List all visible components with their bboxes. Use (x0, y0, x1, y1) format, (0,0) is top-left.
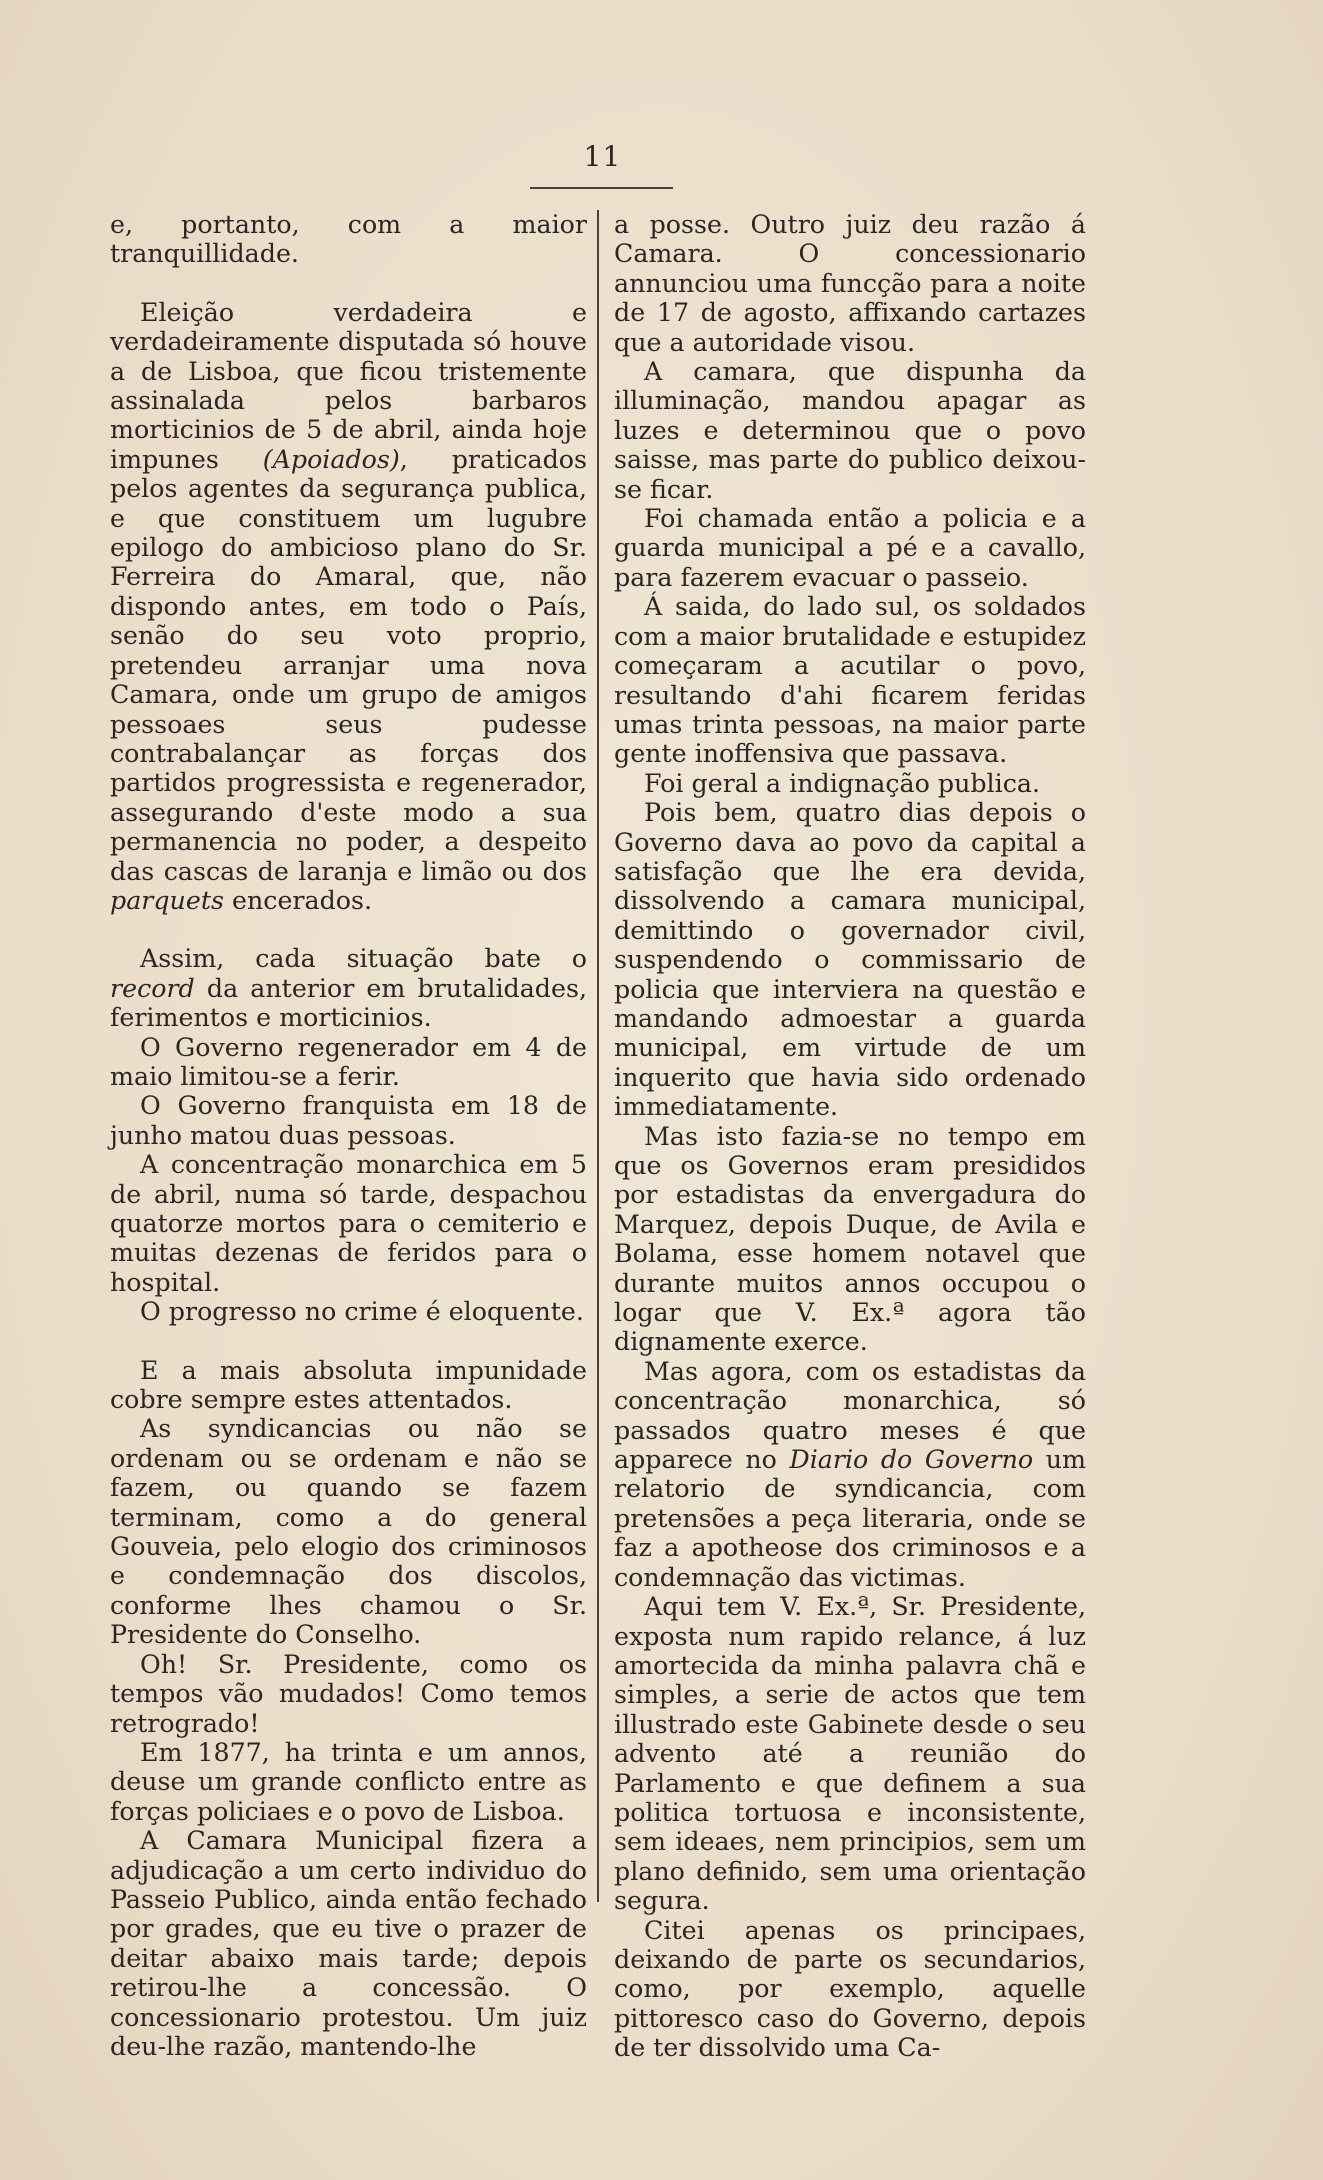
column-separator (597, 210, 599, 1902)
paragraph: A camara, que dispunha da illuminação, mandou apagar as luzes e determinou que o povo saisse, mas parte do publico deixou-se ficar. (614, 357, 1086, 504)
paragraph: Mas isto fazia-se no tempo em que os Governos eram presididos por estadistas da envergadura do Marquez, depois Duque, de Avila e Bolama, esse homem notavel que durante muitos annos occupou o logar que V. Ex.ª agora tão dignamente exerce. (614, 1121, 1086, 1357)
paragraph: Foi chamada então a policia e a guarda municipal a pé e a cavallo, para fazerem evacuar o passeio. (614, 504, 1086, 592)
paragraph: Aqui tem V. Ex.ª, Sr. Presidente, exposta num rapido relance, á luz amortecida da minha palavra chã e simples, a serie de actos que tem illustrado este Gabinete desde o seu advento até a reunião do Parlamento e que definem a sua politica tortuosa e inconsistente, sem ideaes, nem principios, sem um plano definido, sem uma orientação segura. (614, 1592, 1086, 1916)
italic-text: (Apoiados) (262, 444, 400, 474)
paragraph: E a mais absoluta impunidade cobre sempre estes attentados. (110, 1355, 587, 1415)
paragraph: Citei apenas os principaes, deixando de parte os secundarios, como, por exemplo, aquelle pittoresco caso do Governo, depois de ter dissolvido uma Ca- (614, 1915, 1086, 2063)
page-number: 11 (583, 140, 622, 173)
italic-text: Diario do Governo (789, 1445, 1034, 1475)
paragraph: As syndicancias ou não se ordenam ou se ordenam e não se fazem, ou quando se fazem terminam, como a do general Gouveia, pelo elogio dos criminosos e condemnação dos discolos, conforme lhes chamou o Sr. Presidente do Conselho. (110, 1414, 587, 1650)
left-column (110, 210, 587, 2061)
paragraph: Oh! Sr. Presidente, como os tempos vão mudados! Como temos retrogrado! (110, 1649, 587, 1738)
paragraph: a posse. Outro juiz deu razão á Camara. O concessionario annunciou uma funcção para a noite de 17 de agosto, affixando cartazes que a autoridade visou. (614, 210, 1086, 357)
paragraph: O Governo franquista em 18 de junho matou duas pessoas. (110, 1091, 587, 1150)
paragraph: O progresso no crime é eloquente. (140, 1297, 584, 1327)
paragraph: Em 1877, ha trinta e um annos, deuse um grande conflicto entre as forças policiaes e o povo de Lisboa. (110, 1737, 587, 1826)
italic-text: record (110, 973, 195, 1003)
paragraph: Eleição verdadeira e verdadeiramente disputada só houve a de Lisboa, que ficou tristemente assinalada pelos barbaros morticinios de 5 de abril, ainda hoje impunes (Apoiados), praticados pelos agentes da segurança publica, e que constituem um lugubre epilogo do ambicioso plano do Sr. Ferreira do Amaral, que, não dispondo antes, em todo o País, senão do seu voto proprio, pretendeu arranjar uma nova Camara, onde um grupo de amigos pessoaes seus pudesse contrabalançar as forças dos partidos progressista e regenerador, assegurando d'este modo a sua permanencia no poder, a despeito das cascas de laranja e limão ou dos parquets encerados. (110, 297, 587, 915)
italic-text: parquets (110, 885, 224, 915)
paragraph: Foi geral a indignação publica. (644, 768, 1041, 798)
header-rule (530, 187, 673, 189)
right-column (614, 210, 1086, 2063)
paragraph: Pois bem, quatro dias depois o Governo dava ao povo da capital a satisfação que lhe era devida, dissolvendo a camara municipal, demittindo o governador civil, suspendendo o commissario de policia que interviera na questão e mandando admoestar a guarda municipal, em virtude de um inquerito que havia sido ordenado immediatamente. (614, 798, 1086, 1122)
paragraph: Á saida, do lado sul, os soldados com a maior brutalidade e estupidez começaram a acutilar o povo, resultando d'ahi ficarem feridas umas trinta pessoas, na maior parte gente inoffensiva que passava. (614, 592, 1086, 769)
paragraph: O Governo regenerador em 4 de maio limitou-se a ferir. (110, 1032, 587, 1091)
paragraph: A Camara Municipal fizera a adjudicação a um certo individuo do Passeio Publico, ainda então fechado por grades, que eu tive o prazer de deitar abaixo mais tarde; depois retirou-lhe a concessão. O concessionario protestou. Um juiz deu-lhe razão, mantendo-lhe (110, 1826, 587, 2061)
paragraph: A concentração monarchica em 5 de abril, numa só tarde, despachou quatorze mortos para o cemiterio e muitas dezenas de feridos para o hospital. (110, 1150, 587, 1297)
paragraph: Mas agora, com os estadistas da concentração monarchica, só passados quatro meses é que apparece no Diario do Governo um relatorio de syndicancia, com pretensões a peça literaria, onde se faz a apotheose dos criminosos e a condemnação das victimas. (614, 1356, 1086, 1592)
paragraph: e, portanto, com a maior tranquillidade. (110, 210, 587, 269)
paragraph: Assim, cada situação bate o record da anterior em brutalidades, ferimentos e morticinios. (110, 944, 587, 1033)
